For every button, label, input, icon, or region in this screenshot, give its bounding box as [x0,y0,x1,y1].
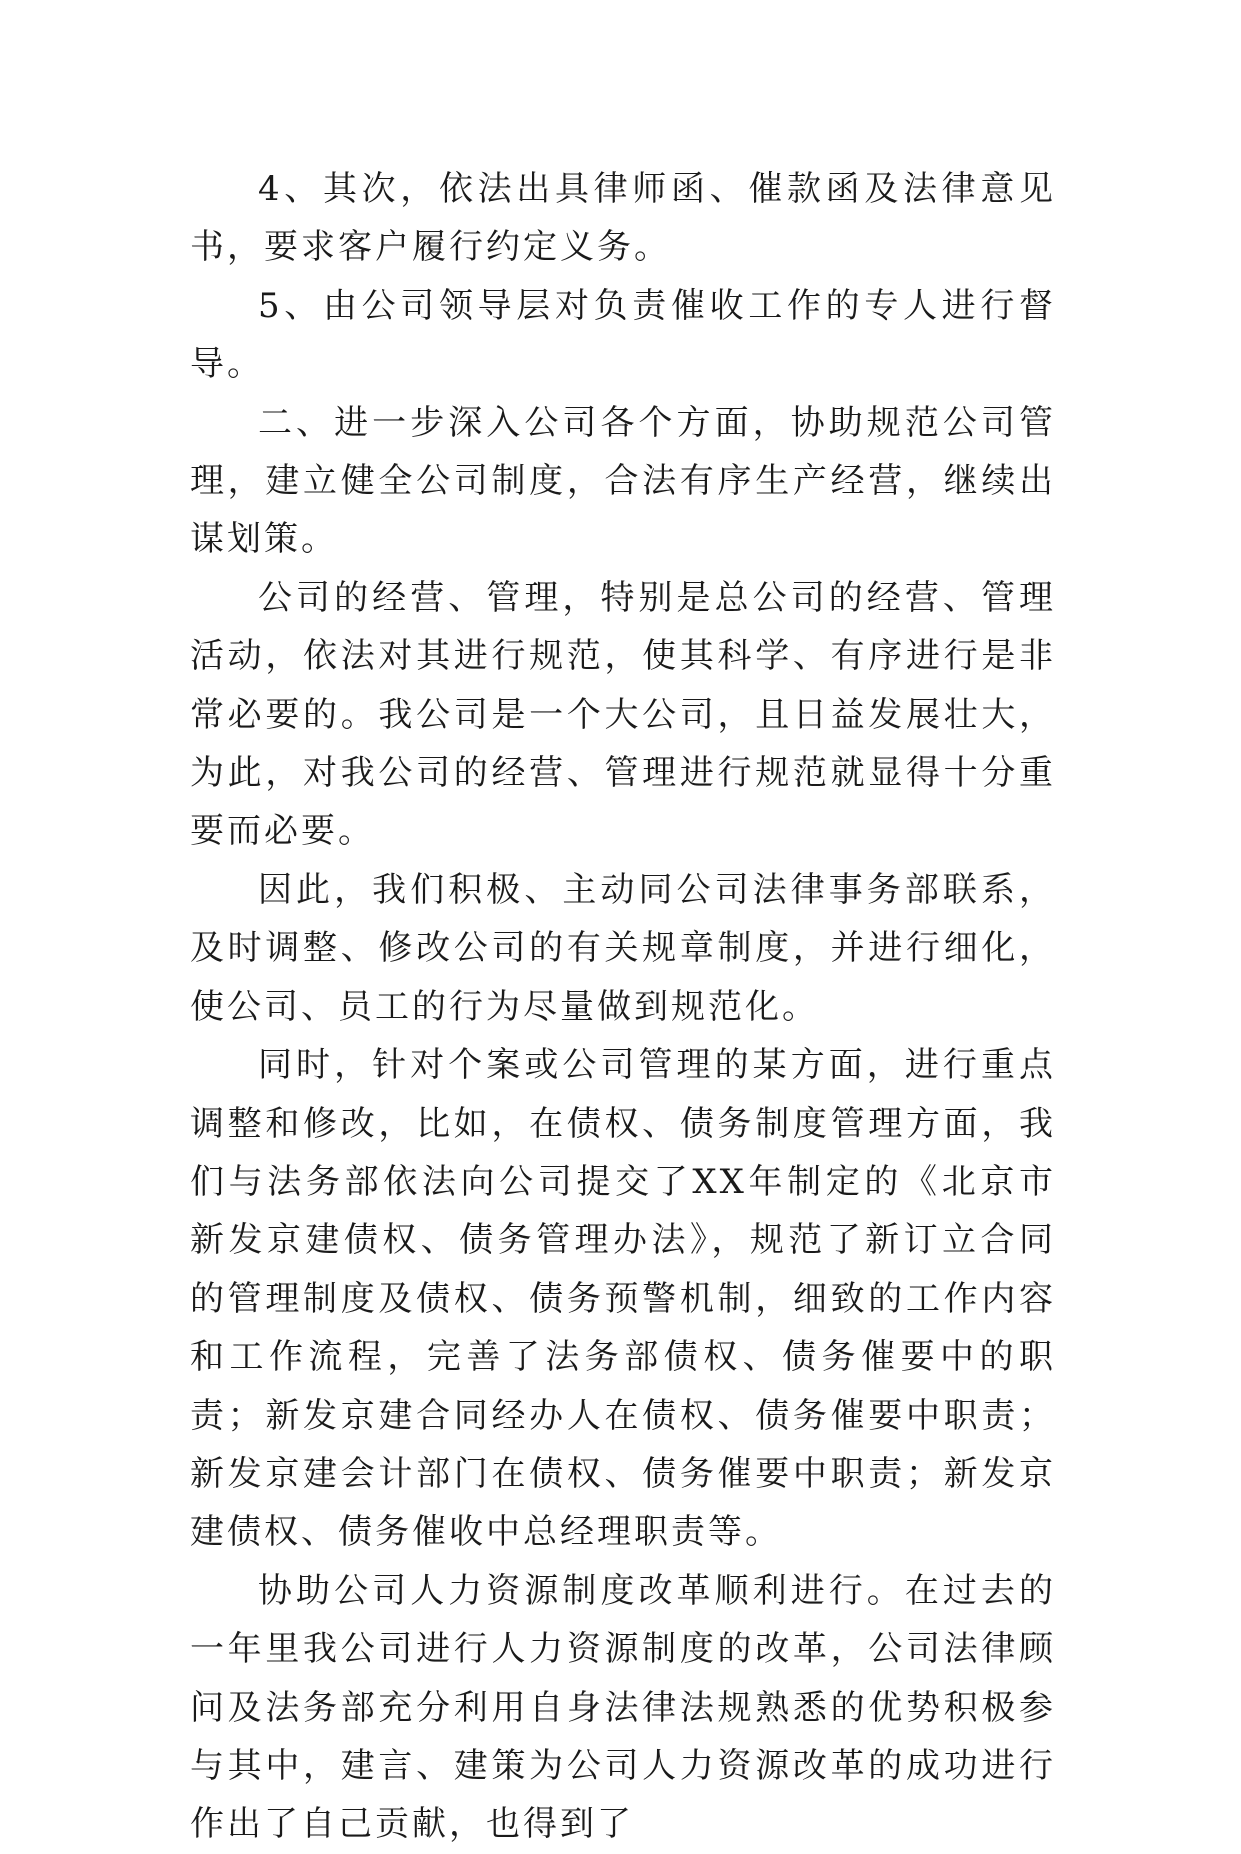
paragraph: 因此，我们积极、主动同公司法律事务部联系，及时调整、修改公司的有关规章制度，并进行细化，使公司、员工的行为尽量做到规范化。 [190,869,1056,1027]
paragraph: 二、进一步深入公司各个方面，协助规范公司管理，建立健全公司制度，合法有序生产经营，继续出谋划策。 [190,402,1056,560]
paragraph: 5、由公司领导层对负责催收工作的专人进行督导。 [190,285,1056,385]
document-body [190,160,1056,1854]
paragraph: 同时，针对个案或公司管理的某方面，进行重点调整和修改，比如，在债权、债务制度管理方面，我们与法务部依法向公司提交了XX年制定的《北京市新发京建债权、债务管理办法》，规范了新订立合同的管理制度及债权、债务预警机制，细致的工作内容和工作流程，完善了法务部债权、债务催要中的职责；新发京建合同经办人在债权、债务催要中职责；新发京建会计部门在债权、债务催要中职责；新发京建债权、债务催收中总经理职责等。 [190,1045,1056,1553]
paragraph: 公司的经营、管理，特别是总公司的经营、管理活动，依法对其进行规范，使其科学、有序进行是非常必要的。我公司是一个大公司，且日益发展壮大，为此，对我公司的经营、管理进行规范就显得十分重要而必要。 [190,577,1056,852]
paragraph: 4、其次，依法出具律师函、催款函及法律意见书，要求客户履行约定义务。 [190,169,1056,268]
paragraph: 协助公司人力资源制度改革顺利进行。在过去的一年里我公司进行人力资源制度的改革，公司法律顾问及法务部充分利用自身法律法规熟悉的优势积极参与其中，建言、建策为公司人力资源改革的成功进行作出了自己贡献，也得到了 [190,1570,1056,1845]
